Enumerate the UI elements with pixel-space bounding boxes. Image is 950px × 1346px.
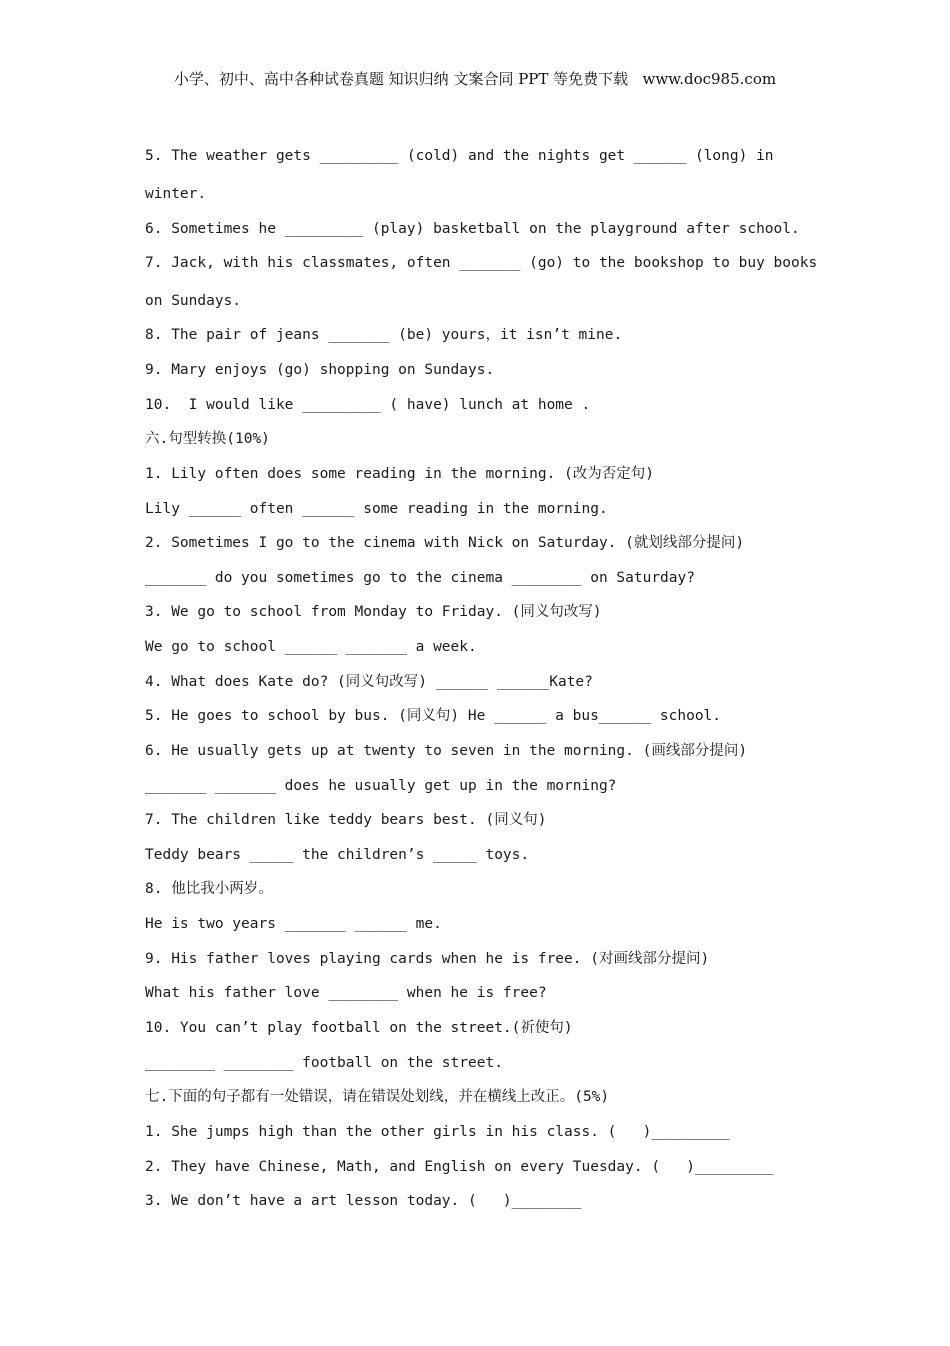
section-heading: 七.下面的句子都有一处错误，请在错误处划线，并在横线上改正。(5%) — [145, 1089, 610, 1105]
answer-line: _______ _______ does he usually get up in the morning? — [145, 778, 617, 794]
question-line: 3. We don’t have a art lesson today. ( )________ — [145, 1193, 582, 1209]
question-line: 7. Jack, with his classmates, often _______ (go) to the bookshop to buy books — [145, 255, 818, 271]
answer-line: _______ do you sometimes go to the cinema ________ on Saturday? — [145, 570, 695, 586]
answer-line: Lily ______ often ______ some reading in the morning. — [145, 501, 608, 517]
question-line: 4. What does Kate do? (同义句改写) ______ ______Kate? — [145, 674, 593, 690]
question-line: 9. His father loves playing cards when he is free. (对画线部分提问) — [145, 951, 710, 967]
answer-line: What his father love ________ when he is free? — [145, 985, 547, 1001]
question-line: 8. 他比我小两岁。 — [145, 881, 273, 897]
question-line: 10. I would like _________ ( have) lunch at home . — [145, 397, 591, 413]
question-line: winter. — [145, 186, 207, 202]
question-line: 3. We go to school from Monday to Friday. (同义句改写) — [145, 604, 602, 620]
answer-line: He is two years _______ ______ me. — [145, 916, 442, 932]
question-line: 2. Sometimes I go to the cinema with Nick on Saturday. (就划线部分提问) — [145, 535, 745, 551]
question-line: 6. He usually gets up at twenty to seven in the morning. (画线部分提问) — [145, 743, 748, 759]
answer-line: We go to school ______ _______ a week. — [145, 639, 477, 655]
answer-line: ________ ________ football on the street. — [145, 1055, 503, 1071]
question-line: 9. Mary enjoys (go) shopping on Sundays. — [145, 362, 495, 378]
question-line: 5. He goes to school by bus. (同义句) He ______ a bus______ school. — [145, 708, 722, 724]
page-header: 小学、初中、高中各种试卷真题 知识归纳 文案合同 PPT 等免费下载 www.doc985.com — [173, 70, 777, 88]
question-line: 7. The children like teddy bears best. (同义句) — [145, 812, 547, 828]
question-line: 8. The pair of jeans _______ (be) yours，it isn’t mine. — [145, 327, 623, 343]
question-line: 2. They have Chinese, Math, and English on every Tuesday. ( )_________ — [145, 1159, 774, 1175]
question-line: 5. The weather gets _________ (cold) and the nights get ______ (long) in — [145, 148, 774, 164]
answer-line: Teddy bears _____ the children’s _____ toys. — [145, 847, 530, 863]
question-line: 6. Sometimes he _________ (play) basketball on the playground after school. — [145, 221, 800, 237]
question-line: 1. She jumps high than the other girls in his class. ( )_________ — [145, 1124, 730, 1140]
question-line: on Sundays. — [145, 293, 242, 309]
question-line: 1. Lily often does some reading in the morning. (改为否定句) — [145, 466, 654, 482]
question-line: 10. You can’t play football on the street.(祈使句) — [145, 1020, 573, 1036]
section-heading: 六.句型转换(10%) — [145, 431, 270, 447]
